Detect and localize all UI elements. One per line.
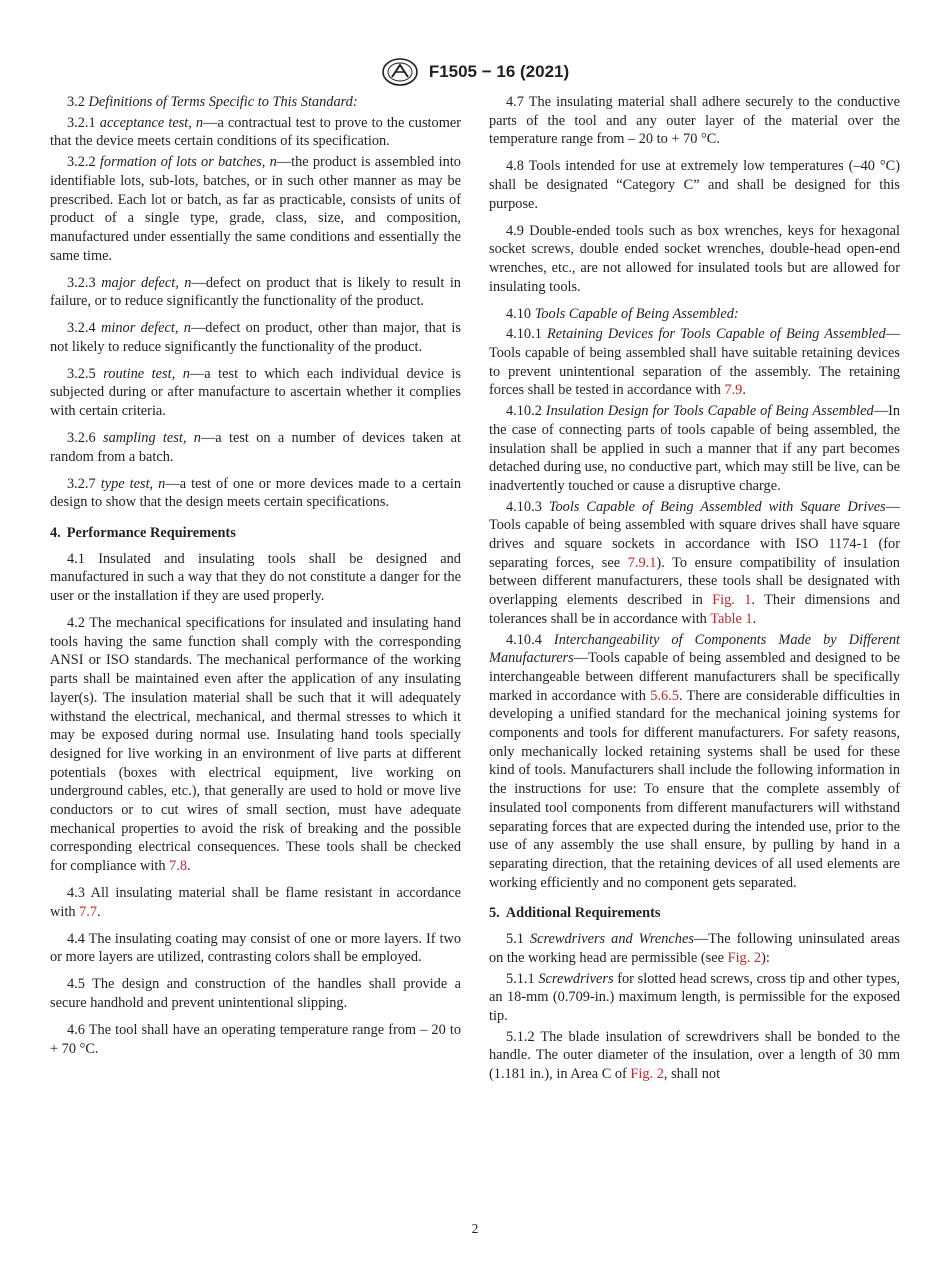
paragraph-4-9: 4.9 Double-ended tools such as box wrenches, keys for hexagonal socket screws, double ended socket wrenches, double-head open-end wrenches, etc., are not allowed for insulated tools but are allowed for insulating tools. — [489, 222, 900, 295]
paragraph-4-10-4: 4.10.4 Interchangeability of Components Made by Different Manufacturers—Tools capable of being assembled and designed to be interchangeable between different manufacturers shall be specifically marked in accordance with 5.6.5. There are considerable difficulties in developing a unified standard for the mechanical joining systems for components and tools for different manufacturers. For safety reasons, only mechanically locked retaining systems shall be used for these kind of tools. Manufacturers shall include the following information in the instructions for use: To ensure that the complete assembly of insulated tool components from different manufacturers will withstand separating forces that are expected during the intended use, prior to the use of any assembly the use shall ensure, by pulling by hand in a separating direction, that the retaining devices of all used elements are working efficiently and no component gets separated. — [489, 631, 900, 891]
link-table-1[interactable]: Table 1 — [710, 610, 753, 627]
link-fig-2[interactable]: Fig. 2 — [727, 949, 762, 966]
link-fig-1[interactable]: Fig. 1 — [712, 592, 752, 609]
definition-3-2-2: 3.2.2 formation of lots or batches, n—the product is assembled into identifiable lots, sub-lots, batches, or in such other manner as may be prescribed. Each lot or batch, as far as practicable, consists of units of product of a single type, grade, class, size, and composition, manufactured under essentially the same conditions and essentially the same time. — [50, 154, 461, 264]
paragraph-5-1-1: 5.1.1 Screwdrivers for slotted head screws, cross tip and other types, an 18-mm (0.709-in.) maximum length, is permissible for the exposed tip. — [489, 970, 900, 1024]
link-7-7[interactable]: 7.7 — [79, 903, 98, 920]
left-column — [50, 93, 461, 1066]
section-heading-4: 4. Performance Requirements — [50, 525, 236, 541]
standard-designation: F1505 − 16 (2021) — [428, 62, 570, 81]
paragraph-4-2: 4.2 The mechanical specifications for insulated and insulating hand tools having the same function shall comply with the corresponding ANSI or ISO standards. The mechanical performance of the working parts shall be maintained even after the application of any insulating layer(s). The insulation material shall be such that it will adequately withstand the electrical, mechanical, and thermal stresses to which it may be exposed during normal use. Insulating hand tools specially designed for live working in an environment of live parts at different potentials (boxes with electrical equipment, live working on underground cables, etc.), that generally are used to hold or move live conductors or to cut wires of small section, must have adequate mechanical properties to avoid the risk of breaking and the possible corresponding electrical consequences. These tools shall be checked for compliance with 7.8. — [50, 615, 461, 875]
link-fig-2-b[interactable]: Fig. 2 — [630, 1066, 664, 1083]
page-number: 2 — [471, 1221, 479, 1236]
paragraph-4-7: 4.7 The insulating material shall adhere securely to the conductive parts of the tool and any outer layer of the material over the temperature range from – 20 to + 70 °C. — [489, 94, 900, 148]
section-3-2: 3.2 Definitions of Terms Specific to This Standard: — [67, 94, 358, 110]
paragraph-5-1-2: 5.1.2 The blade insulation of screwdrivers shall be bonded to the handle. The outer diameter of the insulation, over a length of 30 mm (1.181 in.), in Area C of Fig. 2, shall not — [489, 1028, 901, 1083]
paragraph-4-5: 4.5 The design and construction of the handles shall provide a secure handhold and prevent unintentional slipping. — [50, 976, 462, 1011]
astm-logo-icon — [381, 57, 419, 87]
definition-3-2-6: 3.2.6 sampling test, n—a test on a number of devices taken at random from a batch. — [50, 430, 462, 465]
page-header — [0, 57, 950, 87]
right-column — [489, 93, 900, 1086]
definition-3-2-1: 3.2.1 acceptance test, n—a contractual test to prove to the customer that the device meets certain conditions of its specification. — [50, 114, 461, 150]
paragraph-4-10: 4.10 Tools Capable of Being Assembled: — [506, 305, 739, 322]
paragraph-5-1: 5.1 Screwdrivers and Wrenches—The following uninsulated areas on the working head are permissible (see Fig. 2): — [489, 931, 900, 966]
link-7-9[interactable]: 7.9 — [724, 382, 743, 399]
paragraph-4-3: 4.3 All insulating material shall be flame resistant in accordance with 7.7. — [50, 885, 462, 920]
paragraph-4-4: 4.4 The insulating coating may consist of one or more layers. If two or more layers are utilized, contrasting colors shall be employed. — [50, 930, 461, 966]
paragraph-4-6: 4.6 The tool shall have an operating temperature range from – 20 to + 70 °C. — [50, 1021, 461, 1057]
link-7-9-1[interactable]: 7.9.1 — [627, 554, 657, 571]
paragraph-4-1: 4.1 Insulated and insulating tools shall be designed and manufactured in such a way that they do not constitute a danger for the user or the installation if they are used properly. — [50, 550, 461, 605]
definition-3-2-5: 3.2.5 routine test, n—a test to which each individual device is subjected during or after manufacture to ascertain whether it complies with certain criteria. — [50, 365, 461, 420]
paragraph-4-10-2: 4.10.2 Insulation Design for Tools Capable of Being Assembled—In the case of connecting parts of tools capable of being assembled, the insulation shall be applied in such a manner that if any part becomes detached during use, no conductive part, which may still be live, can be inadvertently touched or cause a disruptive charge. — [489, 403, 901, 494]
paragraph-4-10-3: 4.10.3 Tools Capable of Being Assembled with Square Drives—Tools capable of being assembled with square drives shall have square drives and square sockets in accordance with ISO 1174-1 (for separating forces, see 7.9.1). To ensure compatibility of insulation between different manufacturers, these tools shall be designated with overlapping elements described in Fig. 1. Their dimensions and tolerances shall be in accordance with Table 1. — [489, 498, 901, 627]
paragraph-4-8: 4.8 Tools intended for use at extremely low temperatures (–40 °C) shall be designated “Category C” and shall be designed for this purpose. — [489, 158, 900, 212]
link-7-8[interactable]: 7.8 — [169, 858, 188, 875]
definition-3-2-4: 3.2.4 minor defect, n—defect on product, other than major, that is not likely to reduce significantly the functionality of the product. — [50, 320, 462, 355]
definition-3-2-7: 3.2.7 type test, n—a test of one or more devices made to a certain design to show that the design meets certain specifications. — [50, 475, 461, 511]
section-heading-5: 5. Additional Requirements — [489, 905, 661, 922]
link-5-6-5[interactable]: 5.6.5 — [650, 687, 679, 704]
definition-3-2-3: 3.2.3 major defect, n—defect on product that is likely to result in failure, or to reduce significantly the functionality of the product. — [50, 274, 461, 310]
paragraph-4-10-1: 4.10.1 Retaining Devices for Tools Capable of Being Assembled—Tools capable of being assembled shall have suitable retaining devices to prevent unintentional separation of the assembly. The retaining forces shall be tested in accordance with 7.9. — [489, 326, 900, 399]
